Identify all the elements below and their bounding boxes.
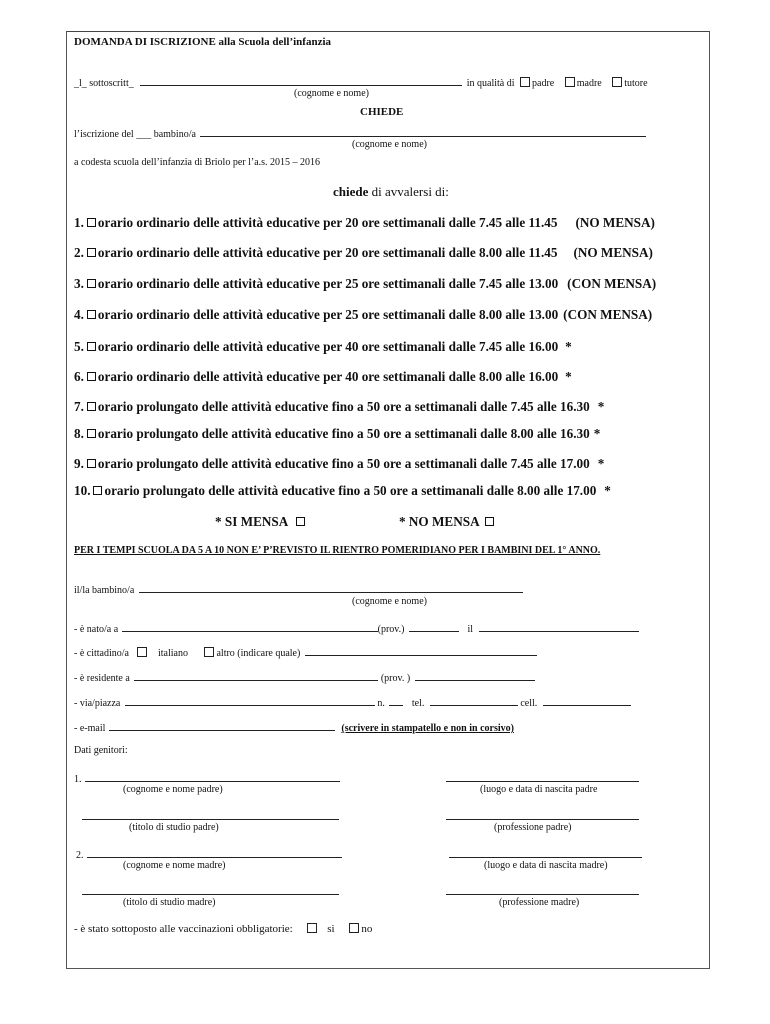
child-name-line	[74, 583, 523, 596]
option-number: 3.	[74, 276, 84, 291]
no-mensa	[399, 515, 496, 528]
parent-2-number: 2.	[76, 850, 84, 861]
option-number: 9.	[74, 456, 84, 471]
birth-prov-label: (prov.)	[377, 624, 405, 635]
option-tail: *	[593, 426, 601, 441]
option-6	[74, 370, 572, 383]
cell-label: cell.	[520, 698, 538, 709]
father-study-caption: (titolo di studio padre)	[129, 822, 219, 833]
no-mensa-label: * NO MENSA	[399, 514, 480, 529]
option-tail: *	[565, 339, 572, 354]
email-field[interactable]	[109, 721, 335, 731]
option-5	[74, 340, 572, 353]
form-title: DOMANDA DI ISCRIZIONE alla Scuola dell’infanzia	[74, 36, 332, 48]
citizen-italian-label: italiano	[157, 648, 188, 659]
no-mensa-checkbox[interactable]	[485, 517, 494, 526]
option-tail: *	[565, 369, 572, 384]
option-7-checkbox[interactable]	[87, 402, 96, 411]
option-9	[74, 457, 604, 470]
child-fullname-caption: (cognome e nome)	[352, 596, 427, 607]
tel-label: tel.	[411, 698, 425, 709]
tel-field[interactable]	[430, 696, 518, 706]
email-line	[74, 721, 514, 734]
child-fullname-field[interactable]	[139, 583, 523, 593]
residence-prov-field[interactable]	[415, 671, 535, 681]
enroll-label: l’iscrizione del ___ bambino/a	[74, 129, 196, 140]
option-3-checkbox[interactable]	[87, 279, 96, 288]
choice-heading-rest: di avvalersi di:	[368, 184, 449, 199]
vaccine-yes-label: si	[327, 923, 335, 935]
option-number: 10.	[74, 483, 91, 498]
si-mensa	[215, 515, 307, 528]
option-number: 8.	[74, 426, 84, 441]
citizenship-line	[74, 646, 537, 659]
parents-heading: Dati genitori:	[74, 745, 128, 756]
choice-heading-bold: chiede	[333, 184, 369, 199]
address-line	[74, 696, 631, 709]
role-padre-label: padre	[532, 78, 555, 89]
mother-study-field[interactable]	[82, 894, 339, 895]
residence-field[interactable]	[134, 671, 378, 681]
option-tail: *	[604, 483, 611, 498]
vaccine-yes-checkbox[interactable]	[307, 923, 317, 933]
option-8	[74, 427, 600, 440]
si-mensa-label: * SI MENSA	[215, 514, 289, 529]
option-10-checkbox[interactable]	[93, 486, 102, 495]
applicant-prefix: _l_ sottoscritt_	[74, 78, 134, 89]
email-note: (scrivere in stampatello e non in corsivo)	[341, 723, 514, 734]
email-label: - e-mail	[74, 723, 106, 734]
child-name-caption: (cognome e nome)	[352, 139, 427, 150]
vaccine-label: - è stato sottoposto alle vaccinazioni obbligatorie:	[74, 923, 293, 935]
birth-prov-field[interactable]	[409, 622, 459, 632]
option-number: 6.	[74, 369, 84, 384]
option-10	[74, 484, 611, 497]
option-tail: *	[597, 399, 605, 414]
applicant-name-caption: (cognome e nome)	[294, 88, 369, 99]
mother-job-field[interactable]	[446, 894, 639, 895]
birth-date-field[interactable]	[479, 622, 639, 632]
child-name-label: il/la bambino/a	[74, 585, 135, 596]
option-6-checkbox[interactable]	[87, 372, 96, 381]
option-number: 7.	[74, 399, 84, 414]
birth-date-label: il	[467, 624, 474, 635]
option-tail: (NO MENSA)	[573, 245, 653, 260]
option-text: orario ordinario delle attività educative per 20 ore settimanali dalle 8.00 alle 11.45	[97, 245, 558, 260]
citizen-other-checkbox[interactable]	[204, 647, 214, 657]
option-text: orario prolungato delle attività educative fino a 50 ore a settimanali dalle 8.00 alle 17.00	[104, 483, 597, 498]
school-year-text: a codesta scuola dell’infanzia di Briolo per l’a.s. 2015 – 2016	[74, 157, 321, 168]
option-2-checkbox[interactable]	[87, 248, 96, 257]
child-name-field[interactable]	[200, 127, 646, 137]
option-text: orario ordinario delle attività educative per 20 ore settimanali dalle 7.45 alle 11.45	[97, 215, 558, 230]
parent-1-number: 1.	[74, 774, 82, 785]
role-label: in qualità di	[466, 78, 515, 89]
option-text: orario ordinario delle attività educative per 25 ore settimanali dalle 8.00 alle 13.00	[97, 307, 559, 322]
option-8-checkbox[interactable]	[87, 429, 96, 438]
option-4	[74, 308, 652, 321]
citizen-other-field[interactable]	[305, 646, 537, 656]
vaccine-no-label: no	[361, 923, 373, 935]
father-job-field[interactable]	[446, 819, 639, 820]
option-1	[74, 216, 655, 229]
father-job-caption: (professione padre)	[494, 822, 572, 833]
mother-study-caption: (titolo di studio madre)	[123, 897, 216, 908]
father-name-caption: (cognome e nome padre)	[123, 784, 223, 795]
option-number: 5.	[74, 339, 84, 354]
residence-label: - è residente a	[74, 673, 130, 684]
father-study-field[interactable]	[82, 819, 339, 820]
citizen-other-label: altro (indicare quale)	[216, 648, 301, 659]
birth-place-label: - è nato/a a	[74, 624, 119, 635]
role-padre-checkbox[interactable]	[520, 77, 530, 87]
role-madre-label: madre	[576, 78, 602, 89]
option-text: orario prolungato delle attività educative fino a 50 ore a settimanali dalle 7.45 alle 16.30	[97, 399, 590, 414]
mother-job-caption: (professione madre)	[499, 897, 580, 908]
option-text: orario ordinario delle attività educative per 40 ore settimanali dalle 8.00 alle 16.00	[97, 369, 559, 384]
option-tail: (CON MENSA)	[563, 307, 653, 322]
street-number-label: n.	[377, 698, 385, 709]
vaccine-line	[74, 923, 372, 935]
option-9-checkbox[interactable]	[87, 459, 96, 468]
choice-heading	[333, 185, 449, 198]
option-text: orario prolungato delle attività educative fino a 50 ore a settimanali dalle 8.00 alle 16.30	[97, 426, 590, 441]
birth-line	[74, 622, 639, 635]
option-tail: (CON MENSA)	[567, 276, 657, 291]
mother-birth-field[interactable]	[449, 857, 642, 858]
role-madre-checkbox[interactable]	[565, 77, 575, 87]
residence-line	[74, 671, 535, 684]
citizenship-label: - è cittadino/a	[74, 648, 129, 659]
cell-field[interactable]	[543, 696, 631, 706]
chiede-heading: CHIEDE	[360, 106, 404, 118]
option-number: 2.	[74, 245, 84, 260]
role-tutore-label: tutore	[624, 78, 648, 89]
mother-name-caption: (cognome e nome madre)	[123, 860, 226, 871]
option-tail: *	[597, 456, 605, 471]
father-birth-field[interactable]	[446, 781, 639, 782]
option-4-checkbox[interactable]	[87, 310, 96, 319]
afternoon-notice: PER I TEMPI SCUOLA DA 5 A 10 NON E’ P’REVISTO IL RIENTRO POMERIDIANO PER I BAMBINI DEL 1° ANNO.	[74, 545, 601, 556]
father-name-field[interactable]	[85, 772, 340, 782]
citizen-italian-checkbox[interactable]	[137, 647, 147, 657]
option-number: 1.	[74, 215, 84, 230]
option-number: 4.	[74, 307, 84, 322]
father-birth-caption: (luogo e data di nascita padre	[480, 784, 598, 795]
residence-prov-label: (prov. )	[380, 673, 411, 684]
si-mensa-checkbox[interactable]	[296, 517, 305, 526]
option-5-checkbox[interactable]	[87, 342, 96, 351]
option-7	[74, 400, 604, 413]
option-2	[74, 246, 653, 259]
applicant-name-field[interactable]	[140, 76, 462, 86]
option-1-checkbox[interactable]	[87, 218, 96, 227]
mother-birth-caption: (luogo e data di nascita madre)	[484, 860, 608, 871]
role-tutore-checkbox[interactable]	[612, 77, 622, 87]
street-label: - via/piazza	[74, 698, 121, 709]
mother-name-field[interactable]	[87, 848, 342, 858]
option-text: orario ordinario delle attività educative per 40 ore settimanali dalle 7.45 alle 16.00	[97, 339, 559, 354]
option-text: orario prolungato delle attività educative fino a 50 ore a settimanali dalle 7.45 alle 17.00	[97, 456, 590, 471]
option-tail: (NO MENSA)	[575, 215, 655, 230]
option-text: orario ordinario delle attività educative per 25 ore settimanali dalle 7.45 alle 13.00	[97, 276, 559, 291]
street-field[interactable]	[125, 696, 375, 706]
birth-place-field[interactable]	[122, 622, 378, 632]
option-3	[74, 277, 656, 290]
street-number-field[interactable]	[389, 696, 403, 706]
vaccine-no-checkbox[interactable]	[349, 923, 359, 933]
